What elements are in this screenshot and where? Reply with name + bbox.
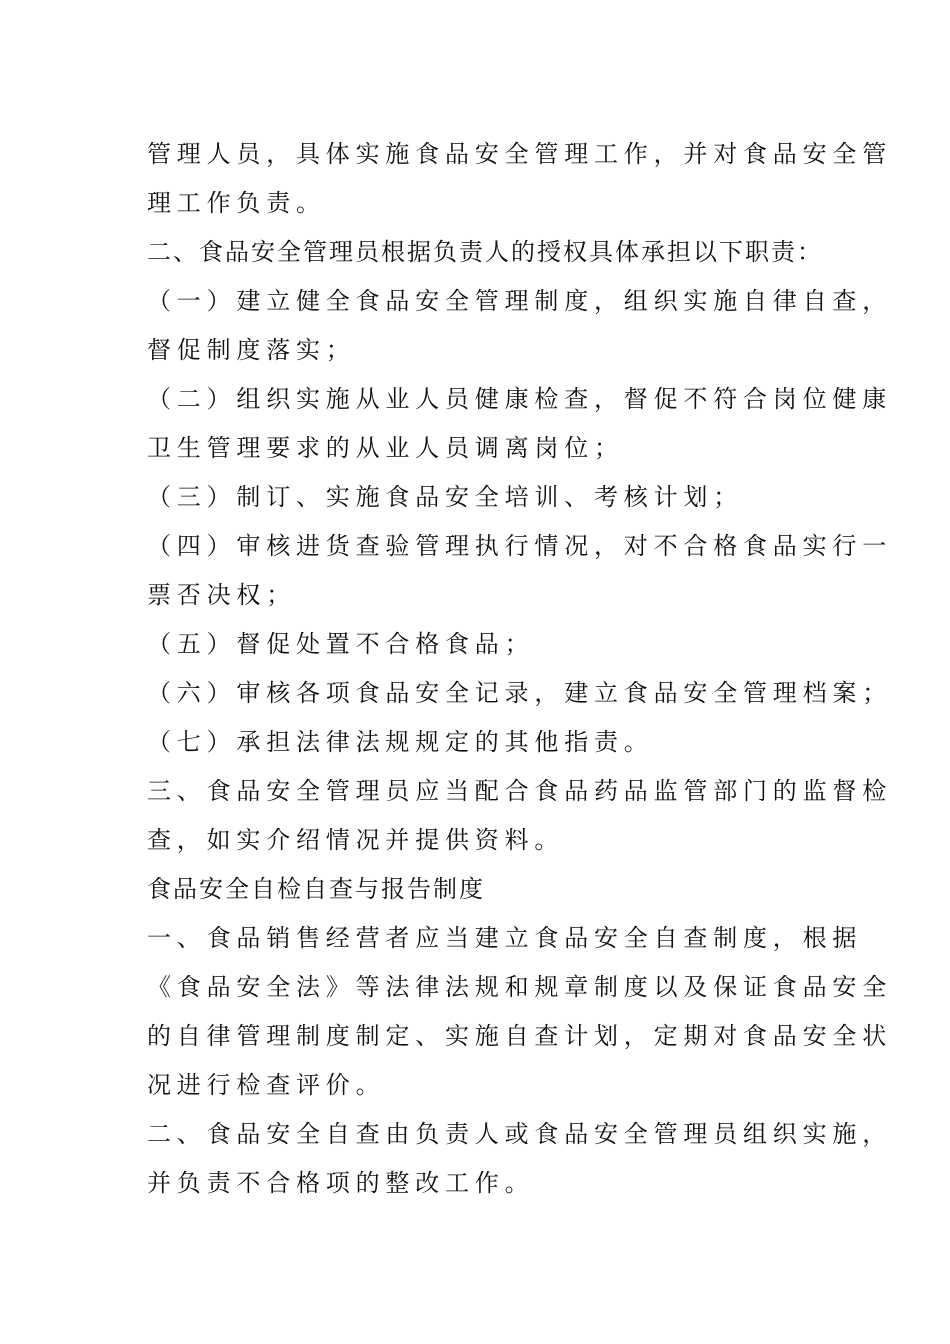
text-line: 查，如实介绍情况并提供资料。 [147, 826, 565, 854]
text-line: （五）督促处置不合格食品； [147, 630, 535, 658]
document-body [147, 130, 892, 1208]
text-line: 督促制度落实； [147, 336, 356, 364]
text-line: （三）制订、实施食品安全培训、考核计划； [147, 483, 743, 511]
text-line: 三、食品安全管理员应当配合食品药品监管部门的监督检 [147, 777, 892, 805]
text-line: （七）承担法律法规规定的其他指责。 [147, 728, 654, 756]
section-heading: 食品安全自检自查与报告制度 [147, 875, 485, 903]
text-line: 一、食品销售经营者应当建立食品安全自查制度，根据 [147, 924, 863, 952]
text-line: 理工作负责。 [147, 189, 326, 217]
text-line: 况进行检查评价。 [147, 1071, 386, 1099]
text-line: 《食品安全法》等法律法规和规章制度以及保证食品安全 [147, 973, 892, 1001]
text-line: 的自律管理制度制定、实施自查计划，定期对食品安全状 [147, 1022, 892, 1050]
text-line: 管理人员，具体实施食品安全管理工作，并对食品安全管 [147, 140, 892, 168]
text-line: （六）审核各项食品安全记录，建立食品安全管理档案； [147, 679, 892, 707]
text-line: 二、食品安全自查由负责人或食品安全管理员组织实施， [147, 1120, 892, 1148]
text-line: （二）组织实施从业人员健康检查，督促不符合岗位健康 [147, 385, 892, 413]
text-line: （一）建立健全食品安全管理制度，组织实施自律自查， [147, 287, 892, 315]
text-line: 并负责不合格项的整改工作。 [147, 1169, 535, 1197]
text-line: 卫生管理要求的从业人员调离岗位； [147, 434, 624, 462]
text-line: （四）审核进货查验管理执行情况，对不合格食品实行一 [147, 532, 892, 560]
text-line: 票否决权； [147, 581, 296, 609]
text-line: 二、食品安全管理员根据负责人的授权具体承担以下职责： [147, 238, 823, 266]
